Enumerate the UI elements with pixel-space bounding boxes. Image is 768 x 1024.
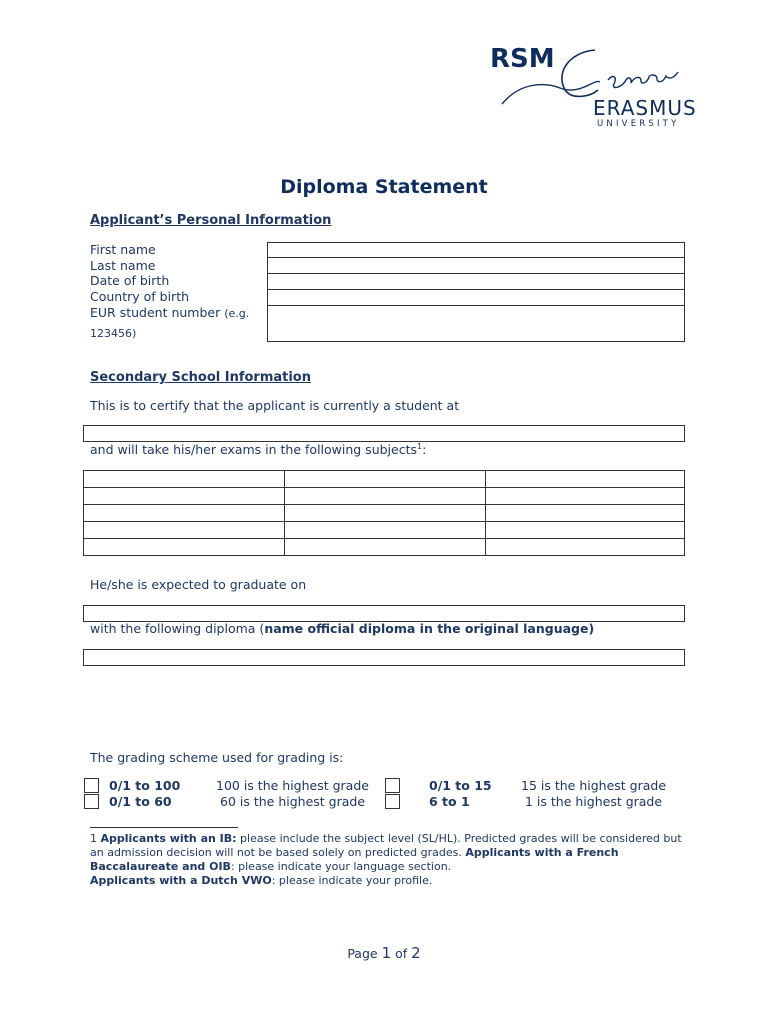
school-name-field[interactable] [83, 425, 685, 442]
grading-scale-label: 0/1 to 15 [429, 778, 492, 793]
table-row [84, 471, 685, 488]
erasmus-logo-text: ERASMUS [593, 96, 697, 120]
first-name-label: First name [90, 242, 156, 257]
subjects-table [83, 470, 685, 556]
grading-scale-label: 0/1 to 100 [109, 778, 181, 793]
last-name-label: Last name [90, 258, 156, 273]
diploma-name-field[interactable] [83, 649, 685, 666]
grading-checkbox-60[interactable] [84, 794, 99, 809]
table-row [84, 539, 685, 556]
country-of-birth-field[interactable] [267, 289, 685, 306]
page-title: Diploma Statement [280, 176, 488, 198]
footnote-divider [90, 827, 238, 828]
graduate-text: He/she is expected to graduate on [90, 577, 307, 592]
country-of-birth-label: Country of birth [90, 289, 190, 304]
rsm-logo-text: RSM [490, 44, 555, 74]
student-number-hint: 123456) [90, 327, 137, 340]
student-number-label: EUR student number (e.g. [90, 305, 250, 320]
grading-scale-note: 60 is the highest grade [220, 794, 366, 809]
exams-text: and will take his/her exams in the following subjects$^1$: [90, 442, 427, 458]
diploma-text: with the following diploma (name official diploma in the original language) [90, 621, 595, 636]
grading-checkbox-15[interactable] [385, 778, 400, 793]
page-number: Page 1 of 2 [347, 944, 421, 962]
grading-checkbox-6-to-1[interactable] [385, 794, 400, 809]
table-row [84, 522, 685, 539]
last-name-field[interactable] [267, 257, 685, 274]
grading-scale-note: 100 is the highest grade [216, 778, 369, 793]
date-of-birth-field[interactable] [267, 273, 685, 290]
grading-scale-label: 6 to 1 [429, 794, 470, 809]
grading-intro: The grading scheme used for grading is: [90, 750, 344, 765]
grading-checkbox-100[interactable] [84, 778, 99, 793]
first-name-field[interactable] [267, 242, 685, 258]
grading-scale-label: 0/1 to 60 [109, 794, 172, 809]
grading-scale-note: 15 is the highest grade [521, 778, 667, 793]
footnote: 1 Applicants with an IB: please include the subject level (SL/HL). Predicted grades will be considered but an admission decision will not be based solely on predicted grades. Applicants with a French Baccalaureate and OIB: please indicate your language section. Applicants with a Dutch VWO: please indicate your profile. [90, 832, 682, 887]
date-of-birth-label: Date of birth [90, 273, 170, 288]
school-info-heading: Secondary School Information [90, 370, 311, 385]
university-logo-text: UNIVERSITY [597, 119, 680, 129]
grading-scale-note: 1 is the highest grade [525, 794, 663, 809]
certify-text: This is to certify that the applicant is currently a student at [90, 398, 460, 413]
personal-info-heading: Applicant’s Personal Information [90, 213, 332, 228]
student-number-field[interactable] [267, 305, 685, 342]
graduation-date-field[interactable] [83, 605, 685, 622]
table-row [84, 488, 685, 505]
table-row [84, 505, 685, 522]
